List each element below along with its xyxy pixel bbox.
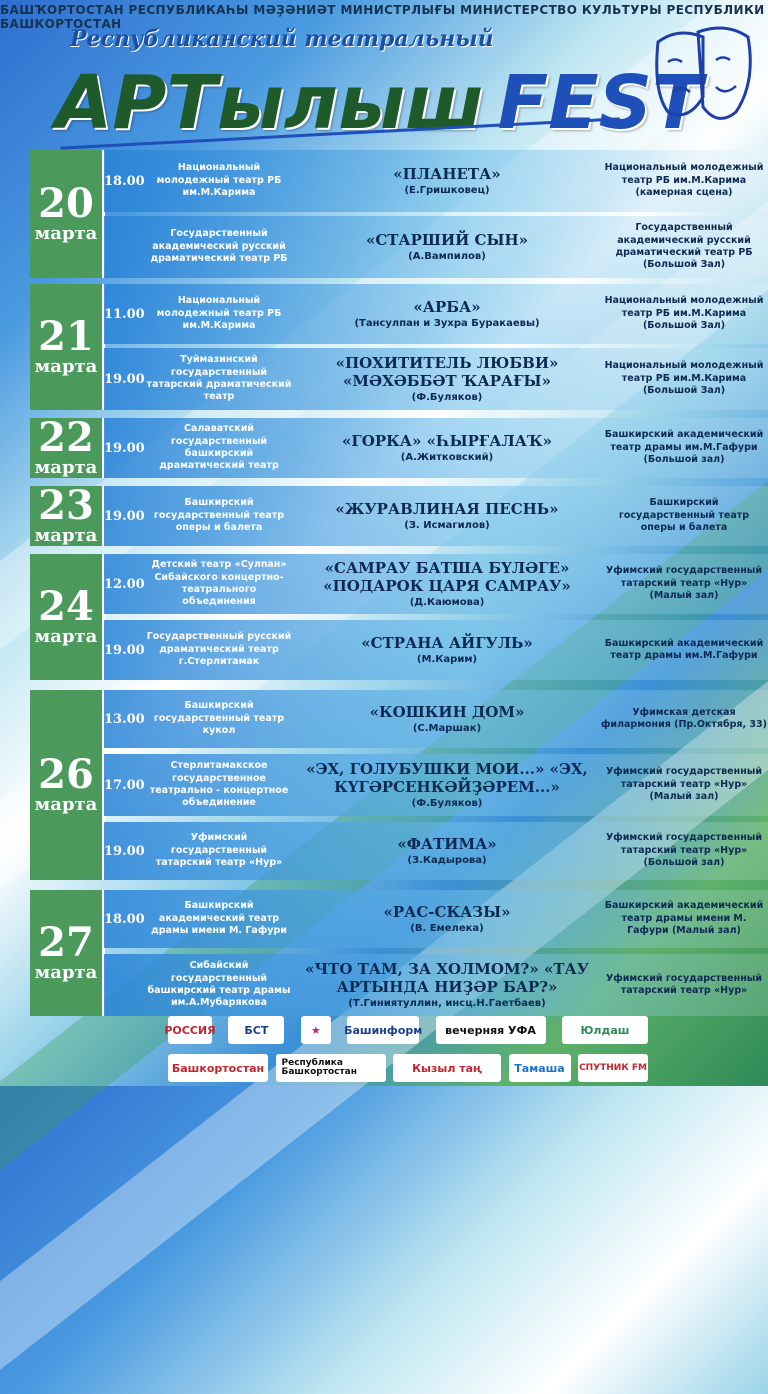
play-author: (Д.Каюмова)	[409, 596, 485, 608]
day-block	[30, 150, 768, 278]
event-time: 11.00	[104, 306, 145, 322]
play-author: (З.Кадырова)	[407, 855, 487, 867]
event-venue: Башкирский академический театр драмы имени М. Гафури (Малый зал)	[604, 900, 764, 937]
event-row	[104, 216, 768, 278]
play-title: «ПОХИТИТЕЛЬ ЛЮБВИ» «МӘХӘББӘТ ҠАРАҒЫ»	[335, 354, 559, 390]
event-time: 13.00	[104, 711, 145, 727]
sponsor-logo	[301, 1016, 331, 1044]
play-author: (Тансулпан и Зухра Буракаевы)	[354, 318, 540, 330]
sponsor-logo	[228, 1016, 284, 1044]
play-author: (Ф.Буляков)	[411, 391, 483, 403]
event-play	[294, 166, 600, 196]
sponsor-name: СПУТНИК FM	[579, 1063, 647, 1073]
sponsor-logos	[164, 1016, 648, 1082]
sponsor-name: РОССИЯ	[164, 1023, 216, 1037]
date-box	[30, 554, 105, 680]
sponsor-name: Кызыл таң	[412, 1061, 482, 1075]
play-title: «САМРАУ БАТША БҮЛӘГЕ» «ПОДАРОК ЦАРЯ САМРАУ»	[323, 559, 571, 595]
date-day: 22	[38, 414, 94, 462]
date-box	[30, 690, 105, 880]
date-day: 23	[38, 482, 94, 530]
event-organizer: Башкирский государственный театр оперы и балета	[153, 497, 285, 534]
event-time: 18.00	[104, 173, 145, 189]
play-title: «КОШКИН ДОМ»	[369, 702, 525, 721]
event-play	[294, 355, 600, 403]
play-title: «ЭХ, ГОЛУБУШКИ МОИ...» «ЭХ, КҮГӘРСЕНКӘЙҘӘРЕМ...»	[306, 760, 588, 796]
sponsor-name: Республика Башкортостан	[281, 1057, 357, 1077]
play-title: «ЖУРАВЛИНАЯ ПЕСНЬ»	[335, 499, 559, 518]
day-block	[30, 414, 768, 479]
sponsor-logo	[562, 1016, 648, 1044]
sponsor-logo	[509, 1054, 571, 1082]
sponsor-name: Башкортостан	[171, 1061, 265, 1075]
festival-subtitle: Республиканский театральный	[70, 26, 494, 52]
event-play	[294, 635, 600, 665]
event-organizer: Детский театр «Сулпан» Сибайского концертно-театрального объединения	[151, 559, 287, 608]
sponsor-name: БСТ	[244, 1023, 269, 1037]
play-title: «ЧТО ТАМ, ЗА ХОЛМОМ?» «ТАУ АРТЫНДА НИҘӘР БАР?»	[305, 960, 589, 996]
sponsor-name: ★	[310, 1023, 321, 1037]
day-block	[30, 554, 768, 680]
play-author: (Т.Гиниятуллин, инсц.Н.Гаетбаев)	[348, 997, 546, 1009]
event-venue: Государственный академический русский драматический театр РБ (Большой Зал)	[615, 222, 753, 271]
date-month: марта	[34, 356, 98, 378]
event-time: 19.00	[104, 843, 145, 859]
play-author: (З. Исмагилов)	[404, 520, 490, 532]
event-play	[294, 836, 600, 866]
event-row	[104, 554, 768, 614]
event-organizer: Башкирский государственный театр кукол	[153, 700, 285, 737]
sponsor-logo	[578, 1054, 648, 1082]
sponsor-logo	[344, 1016, 423, 1044]
logo-text-fest: FEST	[497, 60, 703, 146]
sponsor-logo	[276, 1054, 386, 1082]
event-organizer: Уфимский государственный татарский театр «Нур»	[155, 832, 283, 869]
festival-logo	[55, 50, 703, 146]
event-row	[104, 418, 768, 478]
play-title: «ГОРКА» «ҺЫРҒАЛАҠ»	[342, 431, 552, 450]
play-title: «ПЛАНЕТА»	[393, 164, 501, 183]
event-play	[294, 560, 600, 608]
date-box	[30, 414, 105, 479]
event-row	[104, 348, 768, 410]
event-play	[294, 904, 600, 934]
event-venue: Уфимский государственный татарский театр «Нур» (Малый зал)	[605, 766, 763, 803]
play-author: (Е.Гришковец)	[404, 185, 490, 197]
sponsor-name: вечерняя УФА	[445, 1023, 536, 1037]
event-row	[104, 284, 768, 344]
event-play	[294, 501, 600, 531]
play-author: (А.Житковский)	[400, 452, 494, 464]
sponsor-logo	[436, 1016, 546, 1044]
play-title: «СТРАНА АЙГУЛЬ»	[361, 633, 533, 652]
sponsor-logo	[168, 1054, 268, 1082]
date-month: марта	[34, 525, 98, 547]
event-time: 19.00	[104, 508, 145, 524]
event-time: 12.00	[104, 576, 145, 592]
event-venue: Башкирский академический театр драмы им.М.Гафури	[604, 637, 764, 661]
event-organizer: Туймазинский государственный татарский драматический театр	[146, 354, 292, 403]
event-venue: Национальный молодежный театр РБ им.М.Карима (Большой Зал)	[604, 295, 764, 332]
event-row	[104, 150, 768, 212]
event-time: 19.00	[104, 371, 145, 387]
ministry-text: БАШҠОРТОСТАН РЕСПУБЛИКАҺЫ МӘҘӘНИӘТ МИНИСТРЛЫҒЫ МИНИСТЕРСТВО КУЛЬТУРЫ РЕСПУБЛИКИ БАШКОРТОСТАН	[0, 3, 765, 31]
date-day: 21	[38, 313, 94, 361]
event-organizer: Национальный молодежный театр РБ им.М.Карима	[156, 295, 282, 332]
event-organizer: Национальный молодежный театр РБ им.М.Карима	[156, 162, 282, 199]
event-time: 18.00	[104, 911, 145, 927]
play-author: (Ф.Буляков)	[411, 797, 483, 809]
day-block	[30, 890, 768, 1016]
event-time: 19.00	[104, 440, 145, 456]
event-play	[294, 704, 600, 734]
logo-text-artylysh: АРТылыш	[55, 60, 484, 146]
play-title: «ФАТИМА»	[397, 834, 497, 853]
sponsor-name: Башинформ	[344, 1023, 423, 1037]
date-day: 24	[38, 583, 94, 631]
date-box	[30, 284, 105, 410]
event-row	[104, 890, 768, 948]
play-title: «СТАРШИЙ СЫН»	[365, 230, 529, 249]
date-day: 20	[38, 180, 94, 228]
event-time: 17.00	[104, 777, 145, 793]
event-row	[104, 620, 768, 680]
event-venue: Уфимский государственный татарский театр «Нур» (Малый зал)	[605, 565, 763, 602]
event-venue: Уфимский государственный татарский театр «Нур» (Большой зал)	[605, 832, 763, 869]
date-box	[30, 150, 105, 278]
event-play	[294, 761, 600, 809]
play-author: (В. Емелека)	[410, 923, 484, 935]
date-month: марта	[34, 962, 98, 984]
date-month: марта	[34, 626, 98, 648]
event-row	[104, 690, 768, 748]
event-time: 19.00	[104, 642, 145, 658]
event-venue: Башкирский государственный театр оперы и балета	[618, 497, 750, 534]
event-organizer: Стерлитамакское государственное театрально - концертное объединение	[149, 760, 289, 809]
event-venue: Башкирский академический театр драмы им.М.Гафури (Большой зал)	[604, 429, 764, 466]
sponsor-logo	[164, 1016, 216, 1044]
event-venue: Национальный молодежный театр РБ им.М.Карима (Большой Зал)	[604, 360, 764, 397]
play-title: «РАС-СКАЗЫ»	[383, 902, 511, 921]
event-venue: Уфимская детская филармония (Пр.Октября, 33)	[600, 706, 767, 730]
event-row	[104, 822, 768, 880]
event-organizer: Салаватский государственный башкирский драматический театр	[159, 423, 279, 472]
event-venue: Уфимский государственный татарский театр «Нур»	[605, 972, 763, 996]
play-author: (А.Вампилов)	[408, 251, 486, 263]
play-author: (С.Маршак)	[412, 723, 482, 735]
event-organizer: Башкирский академический театр драмы имени М. Гафури	[151, 900, 287, 937]
sponsor-logo	[393, 1054, 501, 1082]
event-venue: Национальный молодежный театр РБ им.М.Карима (камерная сцена)	[604, 162, 764, 199]
event-row	[104, 754, 768, 816]
sponsor-name: Юлдаш	[580, 1023, 630, 1037]
date-day: 26	[38, 751, 94, 799]
day-block	[30, 284, 768, 410]
event-play	[294, 961, 600, 1009]
event-play	[294, 232, 600, 262]
theatre-masks-icon	[648, 22, 758, 142]
event-organizer: Государственный русский драматический театр г.Стерлитамак	[146, 631, 292, 668]
date-month: марта	[34, 794, 98, 816]
event-organizer: Государственный академический русский драматический театр РБ	[150, 228, 288, 265]
date-month: марта	[34, 223, 98, 245]
event-play	[294, 299, 600, 329]
sponsor-name: Тамаша	[514, 1061, 565, 1075]
event-row	[104, 954, 768, 1016]
date-day: 27	[38, 919, 94, 967]
play-title: «АРБА»	[413, 297, 481, 316]
event-row	[104, 486, 768, 546]
date-box	[30, 890, 105, 1016]
day-block	[30, 482, 768, 547]
event-play	[294, 433, 600, 463]
date-month: марта	[34, 457, 98, 479]
play-author: (М.Карим)	[416, 654, 478, 666]
date-box	[30, 482, 105, 547]
day-block	[30, 690, 768, 880]
event-organizer: Сибайский государственный башкирский театр драмы им.А.Мубарякова	[147, 960, 291, 1009]
schedule	[30, 150, 768, 1016]
